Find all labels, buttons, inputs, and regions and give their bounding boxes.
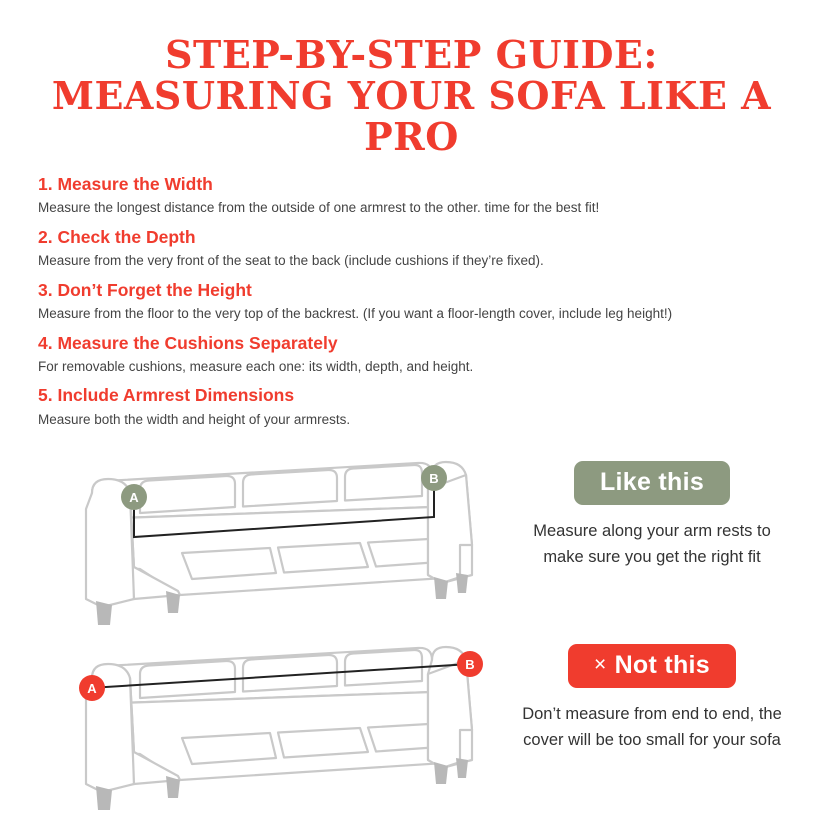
step-4-text: For removable cushions, measure each one: its width, depth, and height. xyxy=(38,358,474,374)
step-5-text: Measure both the width and height of your armrests. xyxy=(38,411,351,427)
badge-not-this-label: Not this xyxy=(614,651,711,680)
marker-a-incorrect xyxy=(79,675,105,701)
step-4-heading: 4. Measure the Cushions Separately xyxy=(38,332,338,353)
example-incorrect xyxy=(512,644,792,753)
badge-not-this xyxy=(568,644,736,688)
step-2-text: Measure from the very front of the seat to the back (include cushions if they’re fixed). xyxy=(38,253,544,269)
example-correct xyxy=(512,461,792,570)
badge-like-this: Like this xyxy=(574,461,730,505)
steps-list xyxy=(0,157,823,429)
title-line-1: STEP-BY-STEP GUIDE: xyxy=(165,32,658,77)
sofa-diagram-incorrect-svg xyxy=(30,634,490,814)
step-3-heading: 3. Don’t Forget the Height xyxy=(38,279,252,300)
title-line-2: MEASURING YOUR SOFA LIKE A PRO xyxy=(51,73,772,160)
marker-b-correct xyxy=(421,465,447,491)
step-item xyxy=(38,330,785,377)
step-1-heading: 1. Measure the Width xyxy=(38,174,213,195)
step-3-text: Measure from the floor to the very top of the backrest. (If you want a floor-length cover, include leg height!) xyxy=(38,305,673,321)
step-5-heading: 5. Include Armrest Dimensions xyxy=(38,385,295,406)
illustration-area xyxy=(0,439,823,819)
marker-b-incorrect xyxy=(457,651,483,677)
caption-like-this: Measure along your arm rests to make sure you get the right fit xyxy=(533,522,771,566)
page-title xyxy=(0,0,823,160)
sofa-illustration-correct xyxy=(30,449,490,634)
svg-text:B: B xyxy=(465,657,475,673)
step-item xyxy=(38,224,785,271)
svg-text:A: A xyxy=(87,681,97,697)
step-item xyxy=(38,277,785,324)
svg-text:A: A xyxy=(129,490,139,506)
step-1-text: Measure the longest distance from the outside of one armrest to the other. time for the best fit! xyxy=(38,200,600,216)
sofa-diagram-correct-svg xyxy=(30,449,490,629)
svg-text:B: B xyxy=(429,471,439,487)
caption-not-this: Don’t measure from end to end, the cover will be too small for your sofa xyxy=(522,705,782,749)
marker-a-correct xyxy=(121,484,147,510)
step-item xyxy=(38,171,785,218)
sofa-illustration-incorrect xyxy=(30,634,490,819)
close-icon: × xyxy=(593,653,607,677)
step-item xyxy=(38,382,785,429)
step-2-heading: 2. Check the Depth xyxy=(38,226,196,247)
